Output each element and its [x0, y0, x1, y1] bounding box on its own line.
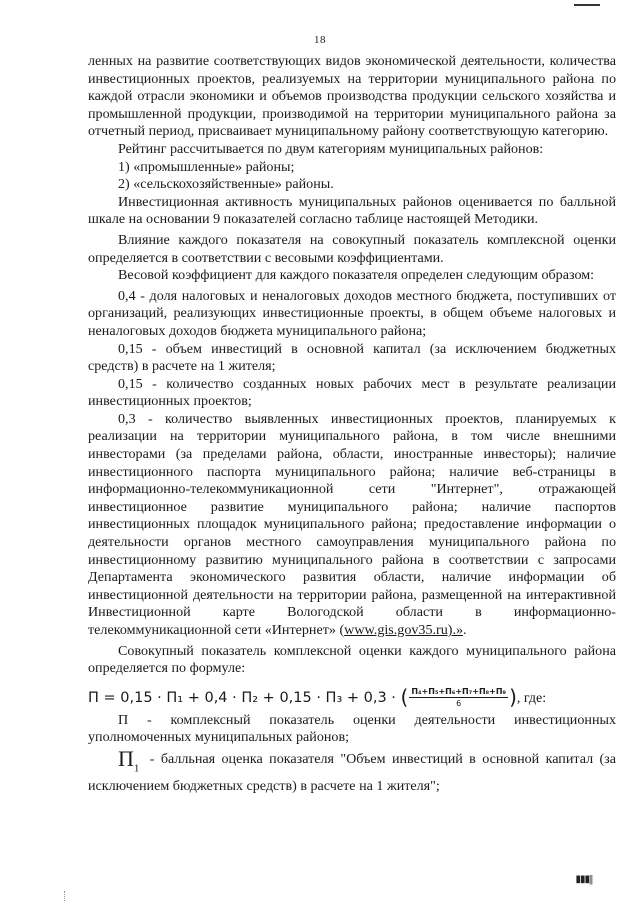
document-body: [88, 53, 616, 796]
paragraph-weight-intro: Весовой коэффициент для каждого показателя определен следующим образом:: [118, 267, 595, 284]
formula-main: П = 0,15 · П₁ + 0,4 · П₂ + 0,15 · П₃ + 0,3 ·: [88, 689, 401, 706]
p1-symbol-letter: П: [118, 745, 134, 771]
p1-symbol-sub: 1: [133, 762, 140, 775]
formula-numerator: П₄+П₅+П₆+П₇+П₈+П₉: [411, 686, 507, 696]
paragraph-p1-definition: [88, 745, 616, 796]
paragraph-weight-03: [88, 411, 616, 640]
paragraph-weight-04: 0,4 - доля налоговых и неналоговых доходов местного бюджета, поступивших от организаций, реализующих инвестиционные проекты, в общем объеме налоговых и неналоговых доходов бюджета муниципального района;: [88, 287, 616, 339]
paragraph-weight-03-end: .: [463, 622, 467, 638]
scan-mark-top: [574, 4, 600, 6]
composite-index-formula: [88, 678, 616, 712]
paragraph-p-definition: П - комплексный показатель оценки деятельности инвестиционных уполномоченных муниципальных районов;: [88, 711, 616, 746]
p1-symbol: [118, 745, 140, 775]
formula-tail: , где:: [516, 690, 547, 706]
p1-definition-text: - балльная оценка показателя "Объем инвестиций в основной капитал (за исключением бюджетных средств) в расчете на 1 жителя";: [88, 750, 616, 794]
paragraph-weight-015-investment: 0,15 - объем инвестиций в основной капитал (за исключением бюджетных средств) в расчете на 1 жителя;: [88, 340, 616, 375]
paragraph-weight-03-text: 0,3 - количество выявленных инвестиционных проектов, планируемых к реализации на территории муниципального района, в том числе внешними инвесторами (за пределами района, области, иностранные инвесторы); наличие инвестиционного паспорта муниципального района; наличие веб-страницы в информационно-телекоммуникационной сети "Интернет", отражающей инвестиционное развитие муниципального района; наличие паспортов инвестиционных площадок муниципального района; предоставление информации о деятельности органов местного самоуправления муниципального района по инвестиционному развитию муниципального района в соответствии с запросами Департамента экономического развития области, наличие информации об инвестиционной деятельности на территории района, размещенной на интерактивной Инвестиционной карте Вологодской области в информационно-телекоммуникационной сети «Интернет» (: [88, 410, 616, 638]
paragraph-continuation: ленных на развитие соответствующих видов экономической деятельности, количества инвестиционных проектов, реализуемых на территории муниципального района по каждой отрасли экономики и объемов производства продукции сельского хозяйства и промышленной продукции, производимой на территории муниципального района за отчетный период, присваивает муниципальному району соответствующую категорию.: [88, 53, 616, 140]
paragraph-rating-intro: Рейтинг рассчитывается по двум категориям муниципальных районов:: [118, 140, 544, 157]
paragraph-indicator-influence: Влияние каждого показателя на совокупный показатель комплексной оценки определяется в соответствии с весовыми коэффициентами.: [88, 231, 616, 266]
paragraph-activity-assessment: Инвестиционная активность муниципальных районов оценивается по балльной шкале на основании 9 показателей согласно таблице настоящей Методики.: [88, 193, 616, 228]
list-item-agricultural: 2) «сельскохозяйственные» районы.: [118, 176, 334, 193]
paragraph-formula-intro: Совокупный показатель комплексной оценки каждого муниципального района определяется по формуле:: [88, 642, 616, 677]
gis-link[interactable]: www.gis.gov35.ru).»: [344, 622, 464, 638]
scan-mark-left: [64, 891, 66, 901]
list-item-industrial: 1) «промышленные» районы;: [118, 158, 295, 175]
formula-denominator: 6: [456, 698, 462, 708]
formula-open-paren: (: [400, 684, 409, 709]
formula-fraction: [409, 687, 508, 709]
formula-close-paren: ): [509, 684, 517, 709]
scan-mark-bottom: ▮▮▮|||: [575, 874, 592, 885]
page-number: 18: [314, 34, 326, 46]
formula-line: [88, 684, 547, 709]
paragraph-weight-015-jobs: 0,15 - количество созданных новых рабочих мест в результате реализации инвестиционных проектов;: [88, 375, 616, 410]
